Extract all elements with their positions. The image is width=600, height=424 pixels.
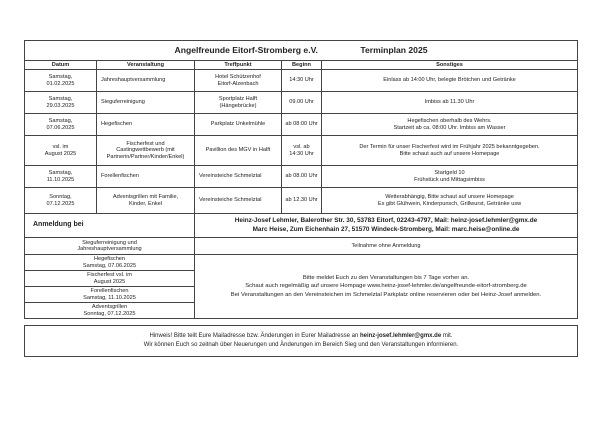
event-notes: Wetterabhängig, Bitte schaut auf unsere Homepage Es gibt Glühwein, Kinderpunsch, Grillwurst, Getränke usw	[322, 188, 578, 214]
event-name: Forellenfischen	[97, 166, 195, 188]
event-date: Samstag, 01.02.2025	[25, 70, 97, 92]
schedule-table	[24, 40, 578, 357]
contact-heinz-josef: Heinz-Josef Lehmler, Balerother Str. 30, 53783 Eitorf, 02243-4797, Mail: heinz-josef.lehmler@gmx.de	[234, 216, 538, 224]
event-name: Jahreshauptversammlung	[97, 70, 195, 92]
schedule-sheet	[24, 40, 577, 357]
event-date: Samstag, 07.06.2025	[25, 114, 97, 136]
registration-event: Adventsgrillen Sonntag, 07.12.2025	[25, 303, 195, 319]
no-registration-events: Sieguferreinigung und Jahreshauptversammlung	[25, 238, 195, 255]
event-place: Vereinsteiche Schmelztal	[195, 166, 282, 188]
event-name: Fischerfest und Castingwettbewerb (mit Partnerin/Partner/Kinder/Enkel)	[97, 136, 195, 166]
event-start: ab 12.30 Uhr	[282, 188, 322, 214]
header-start: Beginn	[282, 61, 322, 70]
event-start: 14:30 Uhr	[282, 70, 322, 92]
registration-event-row	[25, 255, 578, 271]
header-notes: Sonstiges	[322, 61, 578, 70]
header-place: Treffpunkt	[195, 61, 282, 70]
event-notes: Hegefischen oberhalb des Wehrs. Startzeit ab ca. 08:00 Uhr. Imbiss am Wasser	[322, 114, 578, 136]
plan-title: Terminplan 2025	[360, 44, 428, 55]
page-title	[25, 41, 578, 61]
event-place: Vereinsteiche Schmelztal	[195, 188, 282, 214]
event-start: vsl. ab 14:30 Uhr	[282, 136, 322, 166]
registration-event: Fischerfest vsl. im August 2025	[25, 271, 195, 287]
header-row	[25, 61, 578, 70]
event-date: vsl. im August 2025	[25, 136, 97, 166]
event-place: Pavillion des MGV in Halft	[195, 136, 282, 166]
registration-label: Anmeldung bei	[25, 214, 195, 238]
event-name: Hegefischen	[97, 114, 195, 136]
event-row	[25, 92, 578, 114]
event-place: Hotel Schützenhof Eitorf-Alzenbach	[195, 70, 282, 92]
event-row	[25, 166, 578, 188]
no-registration-row	[25, 238, 578, 255]
hint-email: heinz-josef.lehmler@gmx.de	[359, 333, 442, 339]
spacer-row	[25, 319, 578, 326]
event-place: Sportplatz Halft (Hängebrücke)	[195, 92, 282, 114]
event-row	[25, 136, 578, 166]
registration-contacts	[195, 214, 578, 238]
registration-event: Hegefischen Samstag, 07.06.2025	[25, 255, 195, 271]
no-registration-text: Teilnahme ohne Anmeldung	[195, 238, 578, 255]
event-notes: Imbiss ab 11.30 Uhr	[322, 92, 578, 114]
event-row	[25, 188, 578, 214]
event-start: ab 08:00 Uhr	[282, 114, 322, 136]
registration-row	[25, 214, 578, 238]
contact-marc: Marc Heise, Zum Eichenhain 27, 51570 Windeck-Stromberg, Mail: marc.heise@online.de	[252, 225, 520, 233]
header-date: Datum	[25, 61, 97, 70]
event-notes: Startgeld 10 Frühstück und Mittagsimbiss	[322, 166, 578, 188]
header-event: Veranstaltung	[97, 61, 195, 70]
event-notes: Einlass ab 14:00 Uhr, belegte Brötchen und Getränke	[322, 70, 578, 92]
event-row	[25, 70, 578, 92]
event-date: Samstag, 29.03.2025	[25, 92, 97, 114]
event-name: Sieguferreinigung	[97, 92, 195, 114]
event-row	[25, 114, 578, 136]
event-start: 09.00 Uhr	[282, 92, 322, 114]
event-date: Sonntag, 07.12.2025	[25, 188, 97, 214]
event-place: Parkplatz Unkelmühle	[195, 114, 282, 136]
event-name: Adventsgrillen mit Familie, Kinder, Enkel	[97, 188, 195, 214]
event-date: Samstag, 11.10.2025	[25, 166, 97, 188]
event-start: ab 08.00 Uhr	[282, 166, 322, 188]
club-name: Angelfreunde Eitorf-Stromberg e.V.	[174, 44, 318, 55]
registration-info: Bitte meldet Euch zu den Veranstaltungen bis 7 Tage vorher an. Schaut auch regelmäßig auf unsere Hompage www.heinz-josef-lehmler.de/angelfreunde-eitorf-stromberg.de Bei Veranstaltungen an den Vereinsteichen im Schmelztal Parkplatz online reservieren oder bei Heinz-Josef anmelden.	[195, 255, 578, 319]
registration-event: Forellenfischen Samstag, 11.10.2025	[25, 287, 195, 303]
title-row	[25, 41, 578, 61]
spacer	[25, 319, 578, 326]
hint-box: Hinweis! Bitte teilt Eure Mailadresse bzw. Änderungen in Eurer Mailadresse an heinz-josef.lehmler@gmx.de mit. Wir können Euch so zeitnah über Neuerungen und Änderungen im Bereich Sieg und den Veranstaltungen informieren.	[25, 326, 578, 357]
hint-row	[25, 326, 578, 357]
event-notes: Der Termin für unser Fischerfest wird im Frühjahr 2025 bekanntgegeben. Bitte schaut auch auf unsere Homepage	[322, 136, 578, 166]
